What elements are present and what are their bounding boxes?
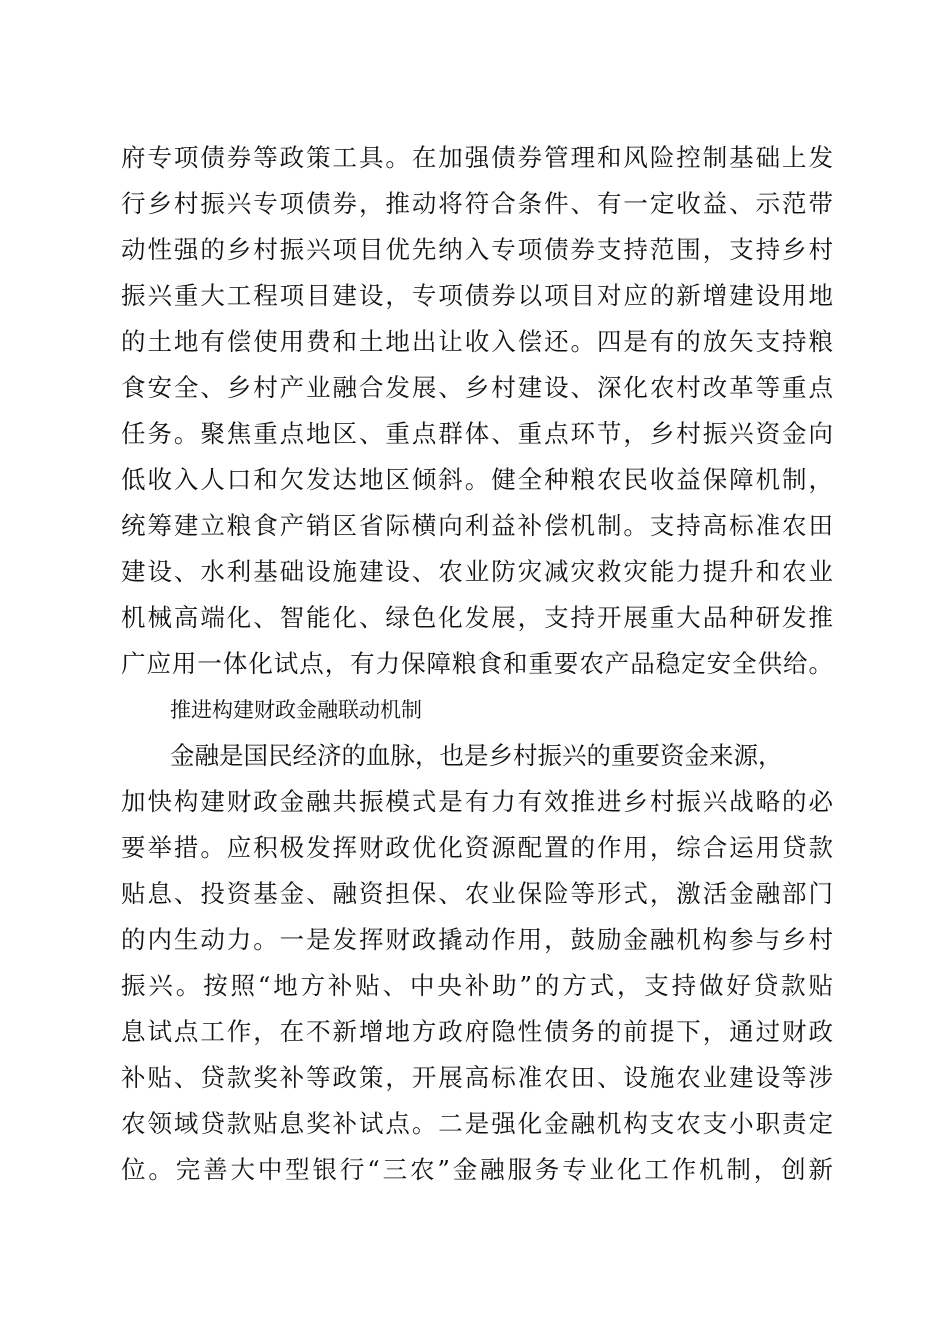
text-line: 要举措。应积极发挥财政优化资源配置的作用，综合运用贷款	[121, 833, 833, 862]
text-line: 补贴、贷款奖补等政策，开展高标准农田、设施农业建设等涉	[121, 1063, 833, 1092]
text-line: 的内生动力。一是发挥财政撬动作用，鼓励金融机构参与乡村	[121, 925, 833, 954]
paragraph-fiscal-bonds	[121, 135, 833, 687]
text-line: 金融是国民经济的血脉，也是乡村振兴的重要资金来源，	[170, 741, 783, 770]
text-line: 建设、水利基础设施建设、农业防灾减灾救灾能力提升和农业	[121, 557, 833, 586]
text-line: 农领域贷款贴息奖补试点。二是强化金融机构支农支小职责定	[121, 1109, 833, 1138]
text-line: 位。完善大中型银行“三农”金融服务专业化工作机制，创新	[121, 1155, 833, 1184]
text-line: 低收入人口和欠发达地区倾斜。健全种粮农民收益保障机制，	[121, 465, 833, 494]
text-line: 贴息、投资基金、融资担保、农业保险等形式，激活金融部门	[121, 879, 833, 908]
text-line: 广应用一体化试点，有力保障粮食和重要农产品稳定安全供给。	[121, 649, 833, 678]
text-line: 统筹建立粮食产销区省际横向利益补偿机制。支持高标准农田	[121, 511, 833, 540]
text-line: 府专项债券等政策工具。在加强债券管理和风险控制基础上发	[121, 143, 833, 172]
text-line: 食安全、乡村产业融合发展、乡村建设、深化农村改革等重点	[121, 373, 833, 402]
text-line: 任务。聚焦重点地区、重点群体、重点环节，乡村振兴资金向	[121, 419, 833, 448]
document-body	[121, 135, 833, 1193]
text-line: 的土地有偿使用费和土地出让收入偿还。四是有的放矢支持粮	[121, 327, 833, 356]
text-line: 动性强的乡村振兴项目优先纳入专项债券支持范围，支持乡村	[121, 235, 833, 264]
text-line: 机械高端化、智能化、绿色化发展，支持开展重大品种研发推	[121, 603, 833, 632]
paragraph-finance-linkage	[121, 733, 833, 1193]
text-line: 振兴。按照“地方补贴、中央补助”的方式，支持做好贷款贴	[121, 971, 833, 1000]
text-line: 息试点工作，在不新增地方政府隐性债务的前提下，通过财政	[121, 1017, 833, 1046]
section-heading: 推进构建财政金融联动机制	[170, 698, 422, 722]
text-line: 行乡村振兴专项债券，推动将符合条件、有一定收益、示范带	[121, 189, 833, 218]
text-line: 振兴重大工程项目建设，专项债券以项目对应的新增建设用地	[121, 281, 833, 310]
text-line: 加快构建财政金融共振模式是有力有效推进乡村振兴战略的必	[121, 787, 833, 816]
